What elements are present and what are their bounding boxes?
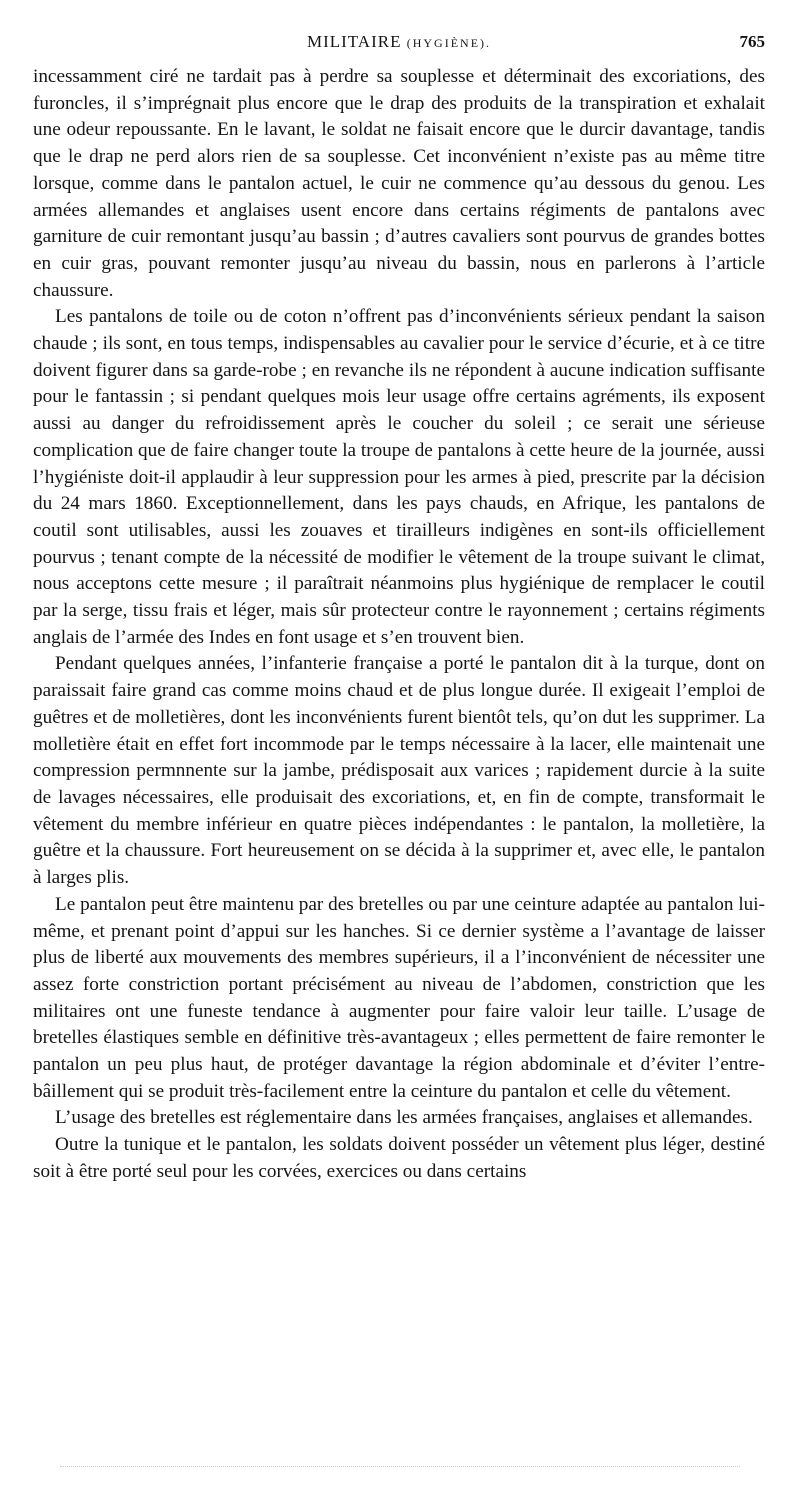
paragraph-suspenders-regulation: L’usage des bretelles est réglementaire dans les armées françaises, anglaises et allemandes. [55,1107,753,1129]
running-head-title [33,32,765,52]
running-head-main: MILITAIRE [306,32,402,51]
paragraph-suspenders-belt: Le pantalon peut être maintenu par des bretelles ou par une ceinture adaptée au pantalon lui-même, et prenant point d’appui sur les hanches. Si ce dernier système a l’avantage de laisser plus de liberté aux mouvements des membres supérieurs, il a l’inconvénient de nécessiter une assez forte constriction portant précisément au niveau de l’abdomen, constriction que les militaires ont une funeste tendance à augmenter pour faire valoir leur taille. L’usage de bretelles élastiques semble en définitive très-avantageux ; elles permettent de faire remonter le pantalon un peu plus haut, de protéger davantage la région abdominale et d’éviter l’entre-bâillement qui se produit très-facilement entre la ceinture du pantalon et celle du vêtement. [33,893,765,1102]
paragraph-linen-trousers: Les pantalons de toile ou de coton n’offrent pas d’inconvénients sérieux pendant la saison chaude ; ils sont, en tous temps, indispensables au cavalier pour le service d’écurie, et à ce titre doivent figurer dans sa garde-robe ; en revanche ils ne répondent à aucune indication suffisante pour le fantassin ; si pendant quelques mois leur usage offre certains agréments, ils exposent aussi au danger du refroidissement après le coucher du soleil ; ce serait une sérieuse complication que de faire changer toute la troupe de pantalons à cette heure de la journée, aussi l’hygiéniste doit-il applaudir à leur suppression pour les armes à pied, prescrite par la décision du 24 mars 1860. Exceptionnellement, dans les pays chauds, en Afrique, les pantalons de coutil sont utilisables, aussi les zouaves et tirailleurs indigènes en sont-ils officiellement pourvus ; tenant compte de la nécessité de modifier le vêtement de la troupe suivant le climat, nous acceptons cette mesure ; il paraîtrait néanmoins plus hygiénique de remplacer le coutil par la serge, tissu frais et léger, mais sûr protecteur contre le rayonnement ; certains régiments anglais de l’armée des Indes en font usage et s’en trouvent bien. [33,306,765,648]
scan-noise-line [60,1466,740,1473]
paragraph-turkish-trousers: Pendant quelques années, l’infanterie française a porté le pantalon dit à la turque, dont on paraissait faire grand cas comme moins chaud et de plus longue durée. Il exigeait l’emploi de guêtres et de molletières, dont les inconvénients furent bientôt tels, qu’on dut les supprimer. La molletière était en effet fort incommode par le temps nécessaire à la lacer, elle maintenait une compression permnnente sur la jambe, prédisposait aux varices ; rapidement durcie à la suite de lavages nécessaires, elle produisait des excoriations, et, en fin de compte, transformait le vêtement du membre inférieur en quatre pièces indépendantes : le pantalon, la molletière, la guêtre et la chaussure. Fort heureusement on se décida à la supprimer et, avec elle, le pantalon à larges plis. [33,653,765,889]
running-head [33,32,765,56]
paragraph-continued: incessamment ciré ne tardait pas à perdre sa souplesse et déterminait des excoriations, des furoncles, il s’imprégnait plus encore que le drap des produits de la transpiration et exhalait une odeur repoussante. En le lavant, le soldat ne faisait encore que le durcir davantage, tandis que le drap ne perd alors rien de sa souplesse. Cet inconvénient n’existe pas au même titre lorsque, comme dans le pantalon actuel, le cuir ne commence qu’au dessous du genou. Les armées allemandes et anglaises usent encore dans certains régiments de pantalons avec garniture de cuir remontant jusqu’au bassin ; d’autres cavaliers sont pourvus de grandes bottes en cuir gras, pouvant remonter jusqu’au niveau du bassin, nous en parlerons à l’article chaussure. [33,66,765,301]
paragraph-lighter-garment: Outre la tunique et le pantalon, les soldats doivent posséder un vêtement plus léger, destiné soit à être porté seul pour les corvées, exercices ou dans certains [33,1134,765,1182]
running-head-sub: (HYGIÈNE). [406,36,492,50]
page-number: 765 [739,32,765,51]
body-text [33,64,765,1186]
